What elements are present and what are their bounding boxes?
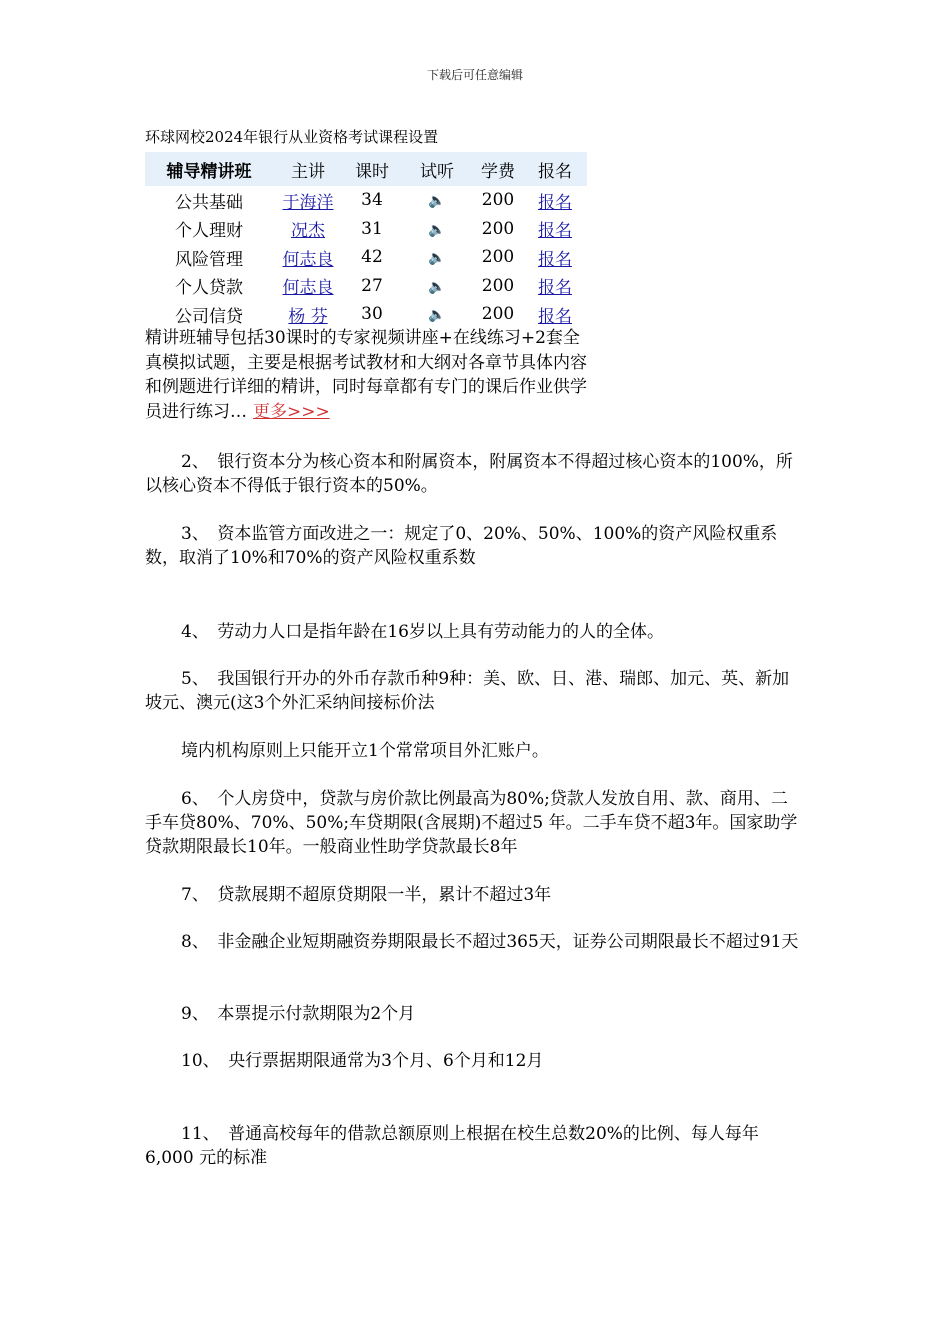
fee-cell: 200: [481, 275, 515, 296]
list-item: 9、 本票提示付款期限为2个月: [181, 1004, 416, 1024]
signup-link[interactable]: 报名: [538, 278, 572, 299]
subject-cell: 风险管理: [175, 249, 243, 270]
list-item: 4、 劳动力人口是指年龄在16岁以上具有劳动能力的人的全体。: [181, 622, 664, 642]
speaker-icon[interactable]: 🔈: [428, 193, 446, 210]
header-signup: 报名: [523, 152, 587, 186]
teacher-link[interactable]: 杨 芬: [288, 306, 328, 327]
hours-cell: 31: [361, 218, 383, 239]
table-row: [145, 300, 587, 329]
fee-cell: 200: [481, 304, 515, 325]
list-item: 10、 央行票据期限通常为3个月、6个月和12月: [181, 1051, 544, 1071]
header-course: 辅导精讲班: [145, 152, 273, 186]
table-header-row: [145, 152, 587, 186]
signup-link[interactable]: 报名: [538, 249, 572, 270]
teacher-link[interactable]: 何志良: [282, 249, 334, 270]
fee-cell: 200: [481, 218, 515, 239]
table-row: [145, 272, 587, 301]
hours-cell: 27: [361, 275, 383, 296]
hours-cell: 30: [361, 304, 383, 325]
teacher-link[interactable]: 况杰: [291, 221, 325, 242]
subject-cell: 公司信贷: [175, 306, 243, 327]
table-row: [145, 215, 587, 244]
subject-cell: 公共基础: [175, 192, 243, 213]
course-title: 环球网校2024年银行从业资格考试课程设置: [145, 128, 439, 146]
teacher-link[interactable]: 于海洋: [282, 192, 334, 213]
header-teacher: 主讲: [273, 152, 343, 186]
table-row: [145, 243, 587, 272]
subject-cell: 个人理财: [175, 221, 243, 242]
header-note: 下载后可任意编辑: [426, 68, 523, 82]
description-text: 精讲班辅导包括30课时的专家视频讲座+在线练习+2套全真模拟试题，主要是根据考试教材和大纲对各章节具体内容和例题进行详细的精讲，同时每章都有专门的课后作业供学员进行练习…: [145, 328, 587, 422]
list-item: 8、 非金融企业短期融资券期限最长不超过365天，证券公司期限最长不超过91天: [181, 932, 799, 952]
list-item: 11、 普通高校每年的借款总额原则上根据在校生总数20%的比例、每人每年6,000 元的标准: [145, 1124, 759, 1168]
list-item: 境内机构原则上只能开立1个常常项目外汇账户。: [181, 741, 549, 761]
list-item: 5、 我国银行开办的外币存款币种9种：美、欧、日、港、瑞郎、加元、英、新加坡元、澳元(这3个外汇采纳间接标价法: [145, 669, 790, 713]
subject-cell: 个人贷款: [175, 278, 243, 299]
speaker-icon[interactable]: 🔈: [428, 250, 446, 267]
header-fee: 学费: [473, 152, 523, 186]
course-description: [145, 326, 595, 424]
fee-cell: 200: [481, 190, 515, 211]
speaker-icon[interactable]: 🔈: [428, 307, 446, 324]
header-hours: 课时: [343, 152, 401, 186]
hours-cell: 34: [361, 190, 383, 211]
signup-link[interactable]: 报名: [538, 192, 572, 213]
speaker-icon[interactable]: 🔈: [428, 221, 446, 238]
fee-cell: 200: [481, 247, 515, 268]
teacher-link[interactable]: 何志良: [282, 278, 334, 299]
header-audition: 试听: [401, 152, 473, 186]
list-item: 7、 贷款展期不超原贷期限一半，累计不超过3年: [181, 885, 552, 905]
table-row: [145, 186, 587, 215]
signup-link[interactable]: 报名: [538, 306, 572, 327]
signup-link[interactable]: 报名: [538, 221, 572, 242]
speaker-icon[interactable]: 🔈: [428, 278, 446, 295]
list-item: 2、 银行资本分为核心资本和附属资本，附属资本不得超过核心资本的100%，所以核心资本不得低于银行资本的50%。: [145, 452, 793, 496]
more-link[interactable]: 更多>>>: [253, 401, 330, 422]
list-item: 3、 资本监管方面改进之一：规定了0、20%、50%、100%的资产风险权重系数，取消了10%和70%的资产风险权重系数: [145, 524, 778, 568]
hours-cell: 42: [361, 247, 383, 268]
list-item: 6、 个人房贷中，贷款与房价款比例最高为80%;贷款人发放自用、款、商用、二手车贷80%、70%、50%;车贷期限(含展期)不超过5 年。二手车贷不超3年。国家助学贷款期限最长10年。一般商业性助学贷款最长8年: [145, 789, 798, 857]
course-table: [145, 152, 587, 329]
